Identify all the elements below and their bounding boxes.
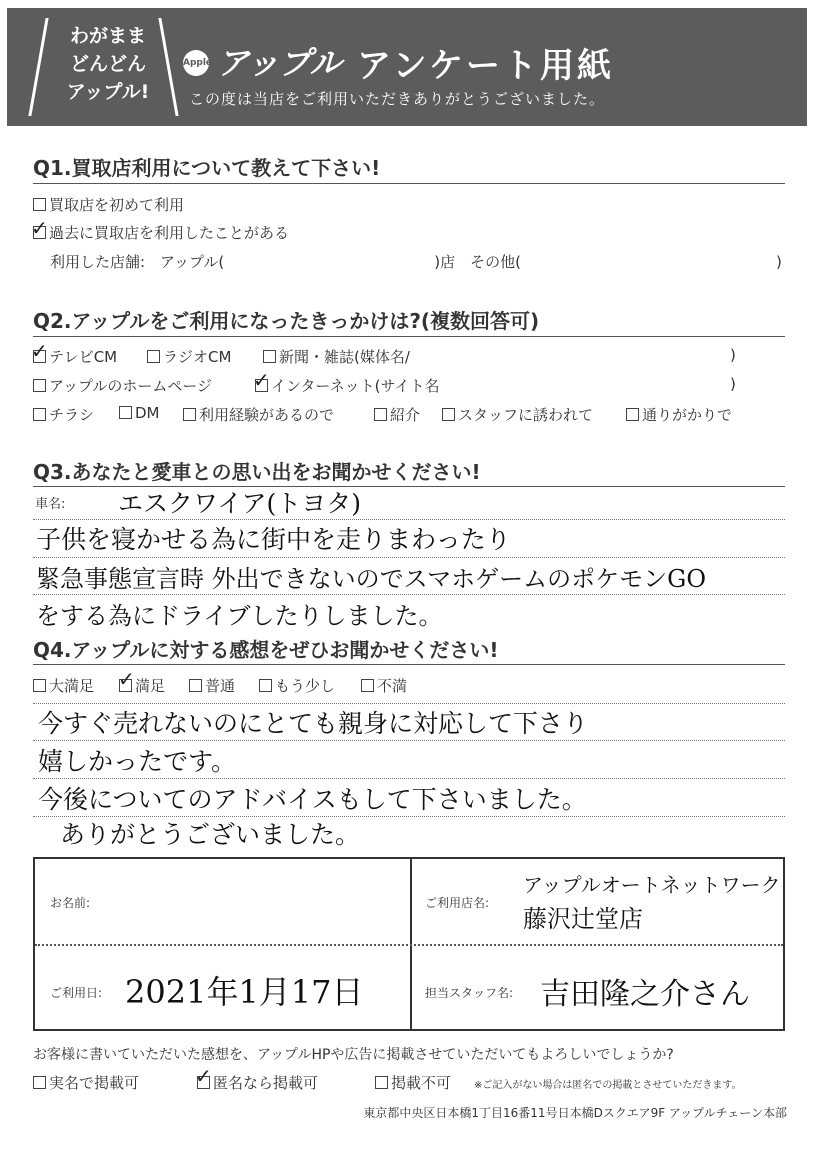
footer-address: 東京都中央区日本橋1丁目16番11号日本橋Dスクエア9F アップルチェーン本部 [363,1106,787,1120]
q4-title: Q4.アップルに対する感想をぜひお聞かせください! [33,638,499,662]
q2-option-referral[interactable]: 紹介 [374,404,420,425]
q4-answer-line-3: 今後についてのアドバイスもして下さいました。 [38,785,587,814]
q4-answer-line-4: ありがとうございました。 [60,820,361,849]
q4-option-dissatisfied[interactable]: 不満 [361,675,407,696]
customer-info-table [33,857,785,1031]
checkbox[interactable] [361,679,374,692]
checkmark-icon: ✓ [253,368,270,392]
consent-question: お客様に書いていただいた感想を、アップルHPや広告に掲載させていただいてもよろしいでしょうか? [33,1047,674,1063]
q3-line-3 [33,594,785,595]
q2-option-tv[interactable]: テレビCM [33,346,117,367]
q1-divider [33,183,785,184]
q4-option-satisfied[interactable]: 満足 [119,675,165,696]
checkbox[interactable] [33,679,46,692]
q4-line-3 [33,778,785,779]
q2-divider [33,336,785,337]
q3-answer-line-3: をする為にドライブしたりしました。 [36,602,443,630]
q4-option-normal[interactable]: 普通 [189,675,235,696]
checkmark-icon: ✓ [195,1064,212,1088]
q4-answer-line-1: 今すぐ売れないのにとても親身に対応して下さり [38,709,589,738]
car-name-label: 車名: [35,497,66,512]
store-label: ご利用店名: [425,896,490,910]
checkbox[interactable] [375,1076,388,1089]
checkbox[interactable] [183,408,196,421]
q2-option-internet[interactable]: インターネット(サイト名 [255,375,439,396]
q2-option-radio[interactable]: ラジオCM [147,346,231,367]
q2-close-paren-2: ) [730,375,736,393]
checkmark-icon: ✓ [31,216,48,240]
checkbox[interactable] [33,379,46,392]
name-label: お名前: [50,896,91,910]
checkbox[interactable] [374,408,387,421]
consent-option-real-name[interactable]: 実名で掲載可 [33,1072,139,1093]
q3-answer-line-1: 子供を寝かせる為に街中を走りまわったり [36,525,511,554]
table-horizontal-divider [35,944,783,946]
store-value-line-1: アップルオートネットワーク [523,873,781,897]
date-label: ご利用日: [50,986,103,1000]
consent-option-not-allowed[interactable]: 掲載不可 [375,1072,451,1093]
checkbox[interactable] [119,406,132,419]
header-banner [7,8,807,126]
store-value-line-2: 藤沢辻堂店 [523,905,643,933]
q1-option-used-before[interactable]: 過去に買取店を利用したことがある [33,222,289,243]
checkbox[interactable] [189,679,202,692]
checkbox[interactable] [442,408,455,421]
consent-note: ※ご記入がない場合は匿名での掲載とさせていただきます。 [474,1080,742,1091]
q3-line-2 [33,557,785,558]
q2-close-paren-1: ) [730,346,736,364]
staff-label: 担当スタッフ名: [425,986,514,1000]
checkbox[interactable] [33,1076,46,1089]
slogan-line-1: わがまま [69,25,146,47]
q1-title: Q1.買取店利用について教えて下さい! [33,156,381,180]
q4-answer-line-2: 嬉しかったです。 [38,747,237,776]
apple-logo-mark: Apple [183,50,209,76]
q4-divider [33,664,785,665]
slogan-line-2: どんどん [69,53,146,75]
checkbox[interactable] [147,350,160,363]
checkbox[interactable] [259,679,272,692]
q2-option-flyer[interactable]: チラシ [33,404,94,425]
q4-option-a-bit-more[interactable]: もう少し [259,675,335,696]
q3-title: Q3.あなたと愛車との思い出をお聞かせください! [33,460,481,484]
apple-logo-text: アップル [217,44,342,82]
q3-answer-line-2: 緊急事態宣言時 外出できないのでスマホゲームのポケモンGO [36,565,706,593]
date-value: 2021年1月17日 [125,973,364,1011]
checkbox[interactable] [263,350,276,363]
q2-option-newspaper[interactable]: 新聞・雑誌(媒体名/ [263,346,410,367]
q4-option-very-satisfied[interactable]: 大満足 [33,675,94,696]
checkmark-icon: ✓ [118,667,135,691]
slogan [47,22,169,106]
form-subtitle: この度は当店をご利用いただきありがとうございました。 [189,90,606,108]
staff-value: 吉田隆之介さん [540,977,750,1012]
q2-title: Q2.アップルをご利用になったきっかけは?(複数回答可) [33,309,540,333]
car-name-value: エスクワイア(トヨタ) [118,489,362,518]
q2-option-staff[interactable]: スタッフに誘われて [442,404,593,425]
q4-line-2 [33,740,785,741]
checkbox[interactable] [33,198,46,211]
slogan-line-3: アップル! [66,81,150,103]
checkbox[interactable] [33,408,46,421]
form-title: アンケート用紙 [357,46,614,86]
q1-option-first-time[interactable]: 買取店を初めて利用 [33,194,184,215]
q2-option-passing[interactable]: 通りがかりで [626,404,732,425]
checkbox[interactable] [626,408,639,421]
q2-option-dm[interactable]: DM [119,404,160,422]
q2-option-experience[interactable]: 利用経験があるので [183,404,334,425]
q2-option-homepage[interactable]: アップルのホームページ [33,375,212,396]
consent-option-anonymous[interactable]: 匿名なら掲載可 [197,1072,318,1093]
checkmark-icon: ✓ [31,339,48,363]
q1-store-line: 利用した店舗: アップル( )店 その他( ) [50,253,782,271]
